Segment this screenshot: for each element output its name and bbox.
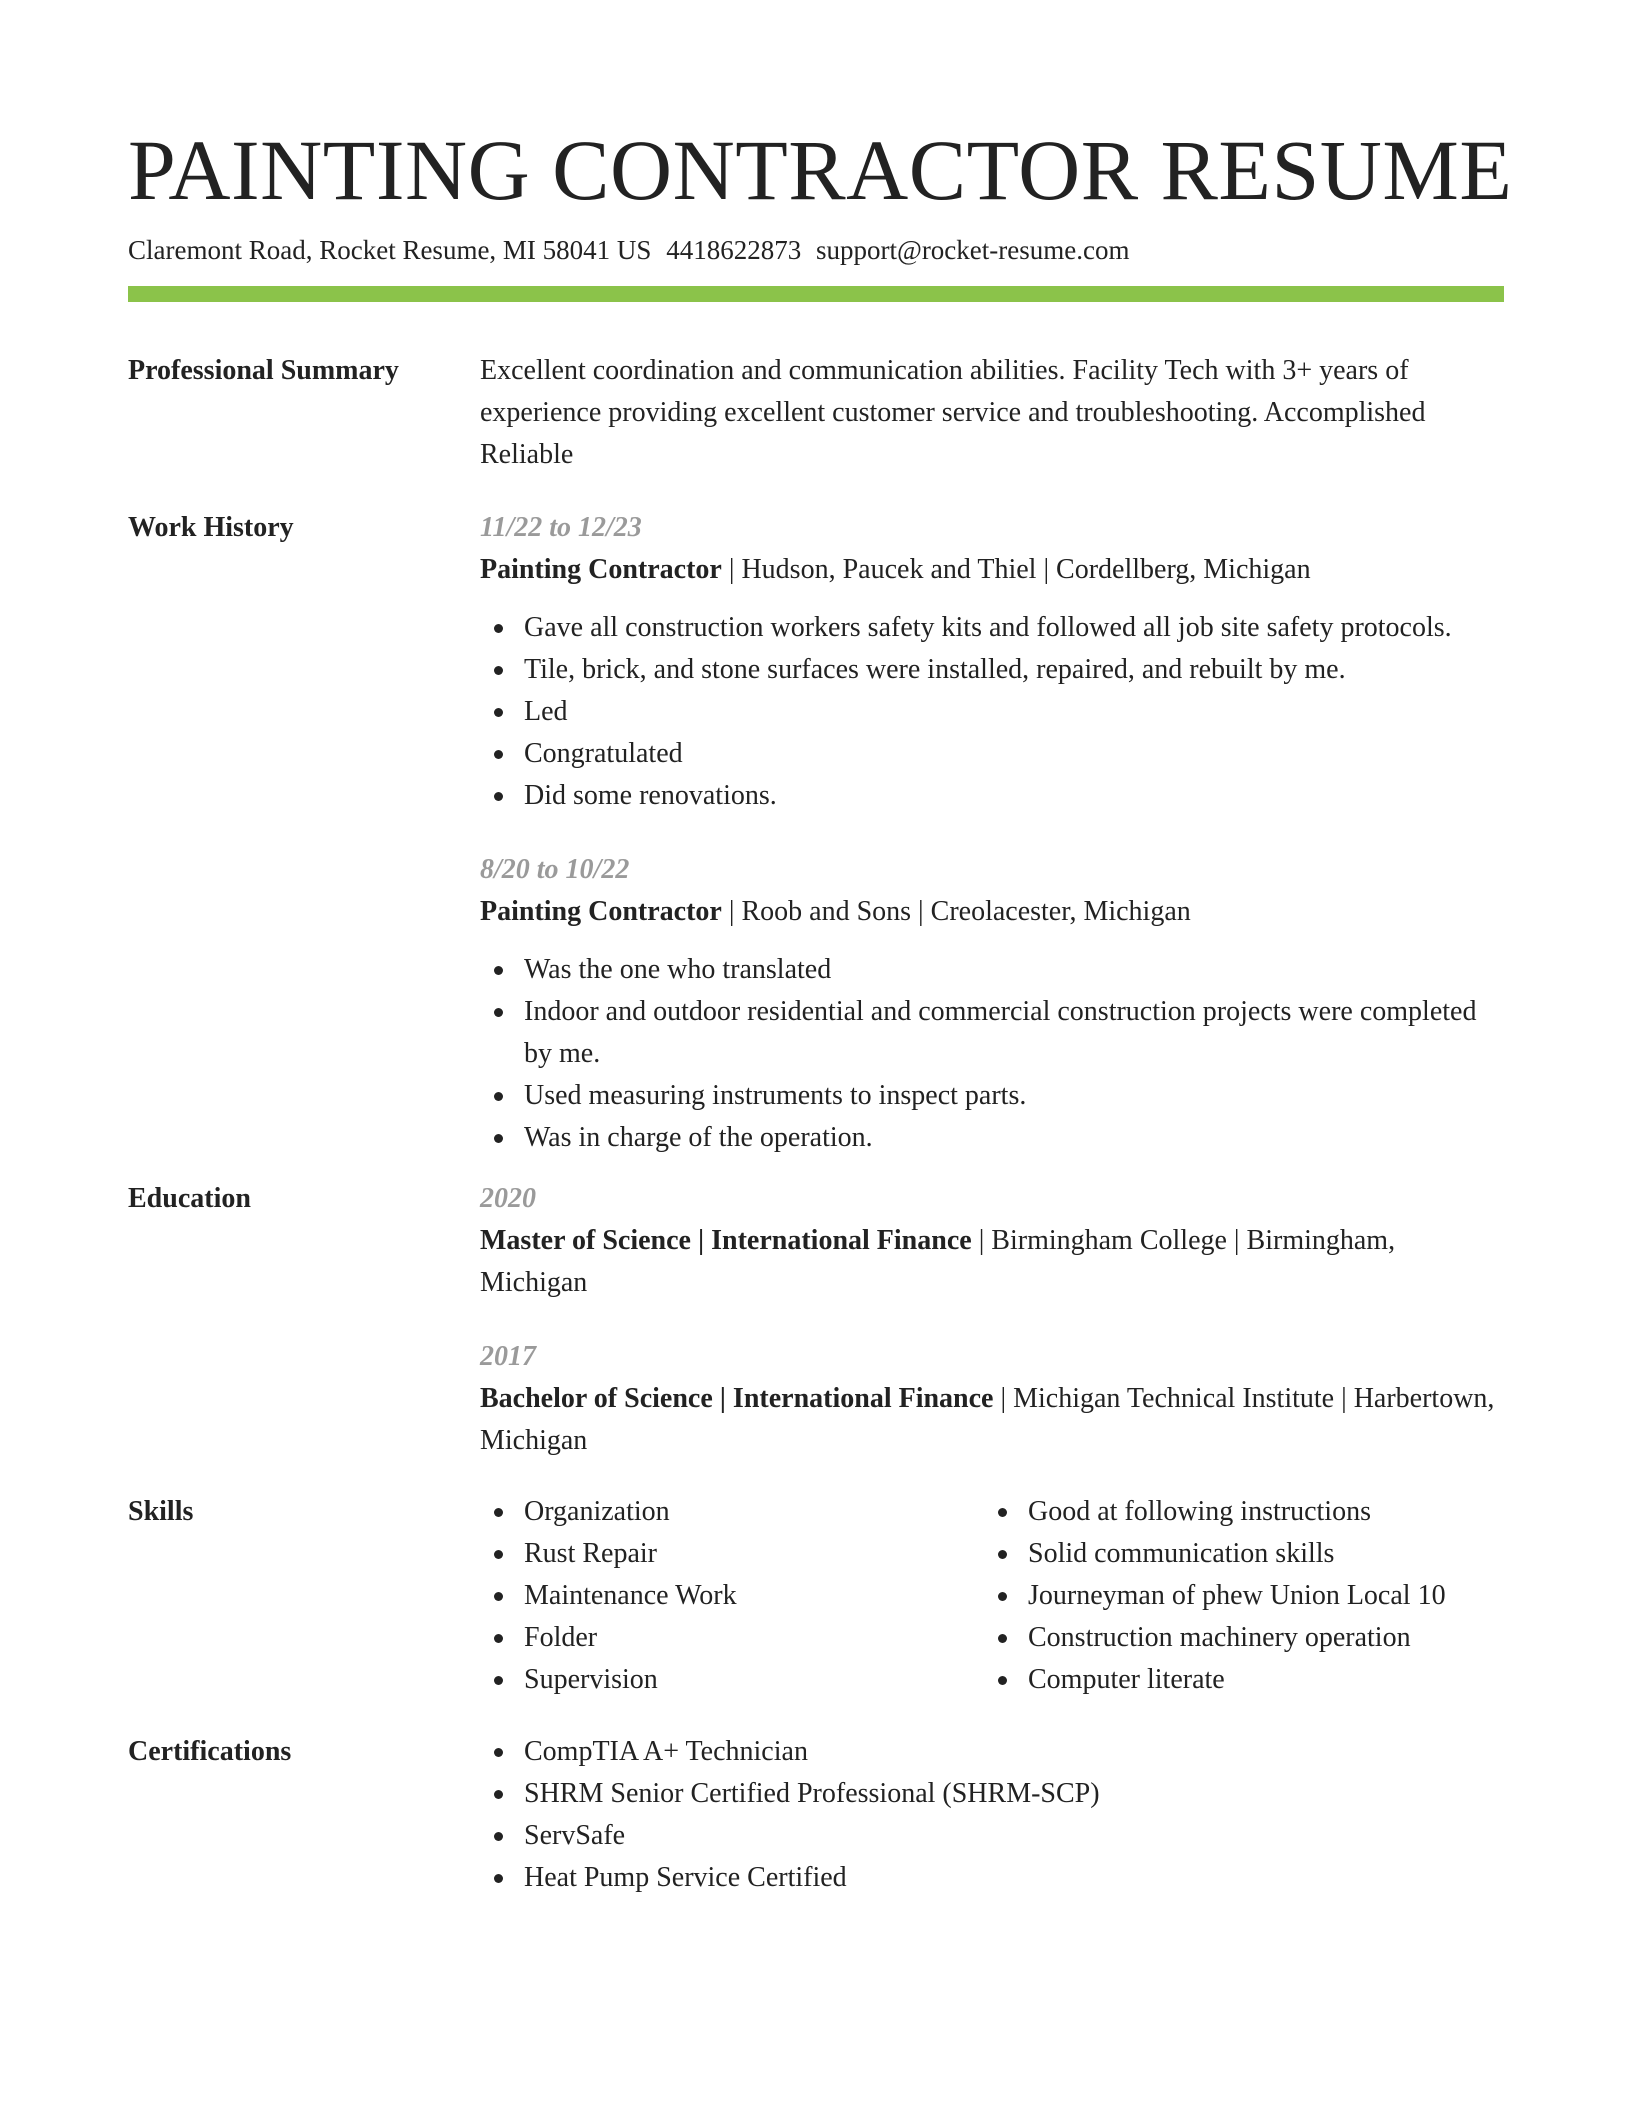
list-item: Gave all construction workers safety kits and followed all job site safety protocols. [480, 607, 1504, 649]
list-item: ServSafe [480, 1815, 1504, 1857]
list-item: Good at following instructions [984, 1491, 1504, 1533]
phone-text: 4418622873 [666, 235, 802, 265]
section-label-certifications: Certifications [128, 1736, 292, 1767]
list-item: Computer literate [984, 1659, 1504, 1701]
job-employer-location: | Hudson, Paucek and Thiel | Cordellberg, Michigan [721, 554, 1311, 585]
job-role-line [480, 549, 1504, 591]
job-title: Painting Contractor [480, 554, 722, 585]
section-label-skills: Skills [128, 1496, 194, 1527]
list-item: Construction machinery operation [984, 1617, 1504, 1659]
section-label-work-history: Work History [128, 512, 294, 543]
education-degree-line [480, 1378, 1504, 1462]
summary-text: Excellent coordination and communication abilities. Facility Tech with 3+ years of experience providing excellent customer service and troubleshooting. Accomplished Reliable [480, 355, 1426, 470]
list-item: Rust Repair [480, 1533, 984, 1575]
degree-title: Master of Science | International Finance [480, 1225, 972, 1256]
school-location: | Michigan Technical Institute | Harbertown, Michigan [480, 1383, 1495, 1456]
list-item: CompTIA A+ Technician [480, 1731, 1504, 1773]
education-entry [480, 1178, 1504, 1304]
skills-body [480, 1491, 1504, 1701]
work-history-body [480, 507, 1504, 1159]
list-item: Maintenance Work [480, 1575, 984, 1617]
certifications-list [480, 1731, 1504, 1899]
job-entry [480, 849, 1504, 1159]
skills-list-left [480, 1491, 984, 1701]
list-item: Did some renovations. [480, 775, 1504, 817]
list-item: Was the one who translated [480, 949, 1504, 991]
address-text: Claremont Road, Rocket Resume, MI 58041 US [128, 235, 652, 265]
section-label-summary: Professional Summary [128, 355, 399, 386]
header-divider [128, 286, 1504, 302]
entry-spacer [480, 817, 1504, 849]
school-location: | Birmingham College | Birmingham, Michigan [480, 1225, 1396, 1298]
job-duties-list [480, 607, 1504, 817]
section-label-education: Education [128, 1183, 251, 1214]
job-duties-list [480, 949, 1504, 1159]
job-dates: 11/22 to 12/23 [480, 512, 642, 543]
list-item: Was in charge of the operation. [480, 1117, 1504, 1159]
email-text: support@rocket-resume.com [815, 235, 1130, 265]
list-item: Solid communication skills [984, 1533, 1504, 1575]
degree-title: Bachelor of Science | International Finance [480, 1383, 994, 1414]
summary-body [480, 350, 1504, 476]
job-entry [480, 507, 1504, 817]
job-role-line [480, 891, 1504, 933]
job-title: Painting Contractor [480, 896, 722, 927]
list-item: Supervision [480, 1659, 984, 1701]
list-item: Congratulated [480, 733, 1504, 775]
resume-title: PAINTING CONTRACTOR RESUME [128, 122, 1513, 218]
education-degree-line [480, 1220, 1504, 1304]
skills-columns [480, 1491, 1504, 1701]
education-year: 2017 [480, 1341, 536, 1372]
job-dates: 8/20 to 10/22 [480, 854, 630, 885]
list-item: Organization [480, 1491, 984, 1533]
list-item: SHRM Senior Certified Professional (SHRM-SCP) [480, 1773, 1504, 1815]
job-employer-location: | Roob and Sons | Creolacester, Michigan [721, 896, 1191, 927]
education-entry [480, 1336, 1504, 1462]
entry-spacer [480, 1304, 1504, 1336]
skills-list-right [984, 1491, 1504, 1701]
list-item: Folder [480, 1617, 984, 1659]
certifications-body [480, 1731, 1504, 1899]
list-item: Tile, brick, and stone surfaces were installed, repaired, and rebuilt by me. [480, 649, 1504, 691]
list-item: Led [480, 691, 1504, 733]
list-item: Heat Pump Service Certified [480, 1857, 1504, 1899]
list-item: Indoor and outdoor residential and commercial construction projects were completed by me. [480, 991, 1504, 1075]
education-year: 2020 [480, 1183, 536, 1214]
education-body [480, 1178, 1504, 1462]
contact-line [128, 232, 1129, 268]
list-item: Used measuring instruments to inspect parts. [480, 1075, 1504, 1117]
list-item: Journeyman of phew Union Local 10 [984, 1575, 1504, 1617]
